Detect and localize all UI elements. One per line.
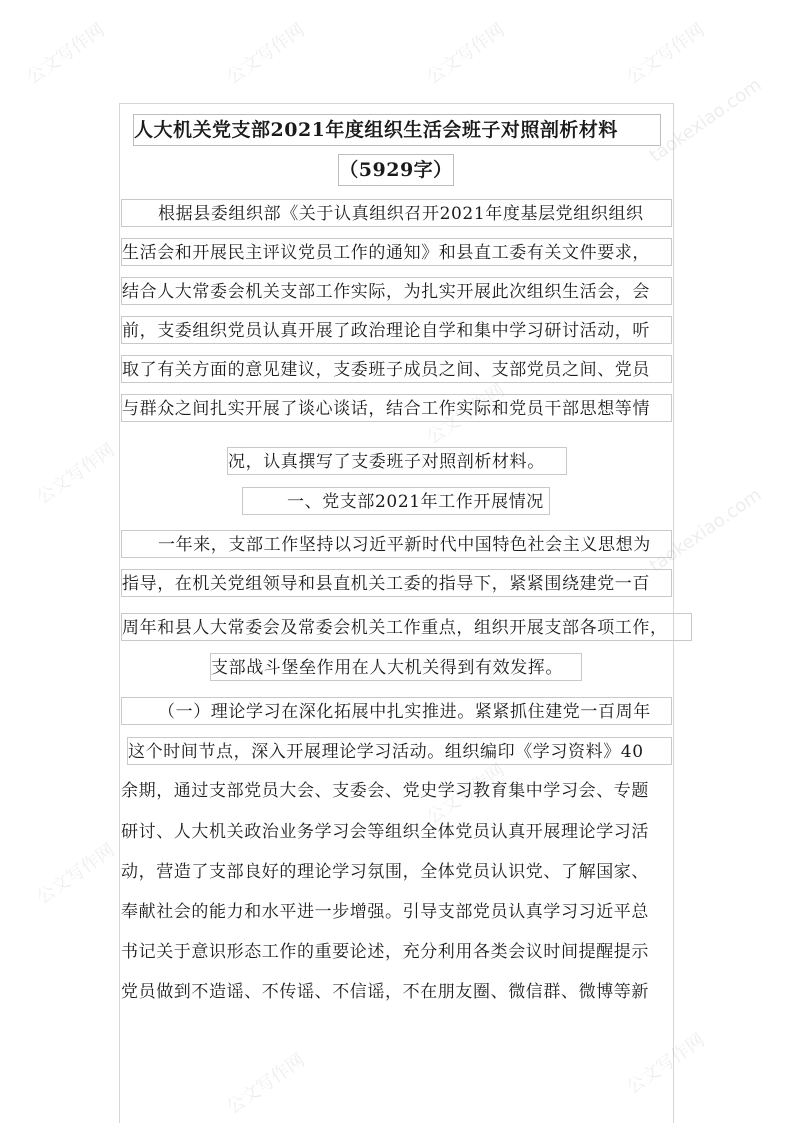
body-line: 根据县委组织部《关于认真组织召开2021年度基层党组织组织	[121, 199, 672, 227]
body-line: 奉献社会的能力和水平进一步增强。引导支部党员认真学习习近平总	[121, 902, 649, 922]
body-line: 生活会和开展民主评议党员工作的通知》和县直工委有关文件要求，	[121, 238, 672, 266]
body-line: 党员做到不造谣、不传谣、不信谣，不在朋友圈、微信群、微博等新	[121, 982, 649, 1002]
watermark: 公文写作网	[222, 19, 309, 89]
body-line: 余期，通过支部党员大会、支委会、党史学习教育集中学习会、专题	[121, 781, 649, 801]
body-line: 研讨、人大机关政治业务学习会等组织全体党员认真开展理论学习活	[121, 822, 649, 842]
body-line: 一年来，支部工作坚持以习近平新时代中国特色社会主义思想为	[121, 530, 672, 558]
watermark: 公文写作网	[22, 19, 109, 89]
body-line: 取了有关方面的意见建议，支委班子成员之间、支部党员之间、党员	[121, 355, 672, 383]
watermark: 公文写作网	[622, 1029, 709, 1099]
watermark: 公文写作网	[222, 1049, 309, 1119]
body-line: 结合人大常委会机关支部工作实际，为扎实开展此次组织生活会，会	[121, 277, 672, 305]
watermark: 公文写作网	[422, 379, 509, 449]
body-line: 动，营造了支部良好的理论学习氛围，全体党员认识党、了解国家、	[121, 862, 649, 882]
watermark: taokexiao.com	[645, 484, 766, 577]
watermark: taokexiao.com	[645, 74, 766, 167]
watermark: 公文写作网	[422, 759, 509, 829]
watermark: 公文写作网	[32, 839, 119, 909]
watermark: 公文写作网	[622, 19, 709, 89]
body-line: 这个时间节点，深入开展理论学习活动。组织编印《学习资料》40	[127, 737, 672, 765]
body-line: 况，认真撰写了支委班子对照剖析材料。	[227, 447, 567, 475]
watermark: 公文写作网	[32, 439, 119, 509]
word-count: （5929字）	[338, 154, 454, 186]
body-line: 与群众之间扎实开展了谈心谈话，结合工作实际和党员干部思想等情	[121, 394, 672, 422]
body-line: （一）理论学习在深化拓展中扎实推进。紧紧抓住建党一百周年	[121, 697, 672, 725]
document-title: 人大机关党支部2021年度组织生活会班子对照剖析材料	[133, 114, 661, 146]
watermark: 公文写作网	[422, 19, 509, 89]
body-line: 周年和县人大常委会及常委会机关工作重点，组织开展支部各项工作，	[121, 613, 692, 641]
body-line: 书记关于意识形态工作的重要论述，充分利用各类会议时间提醒提示	[121, 942, 649, 962]
body-line: 支部战斗堡垒作用在人大机关得到有效发挥。	[210, 653, 582, 681]
body-line: 指导，在机关党组领导和县直机关工委的指导下，紧紧围绕建党一百	[121, 569, 672, 597]
body-line: 前，支委组织党员认真开展了政治理论自学和集中学习研讨活动，听	[121, 316, 672, 344]
section-heading: 一、党支部2021年工作开展情况	[242, 487, 550, 515]
